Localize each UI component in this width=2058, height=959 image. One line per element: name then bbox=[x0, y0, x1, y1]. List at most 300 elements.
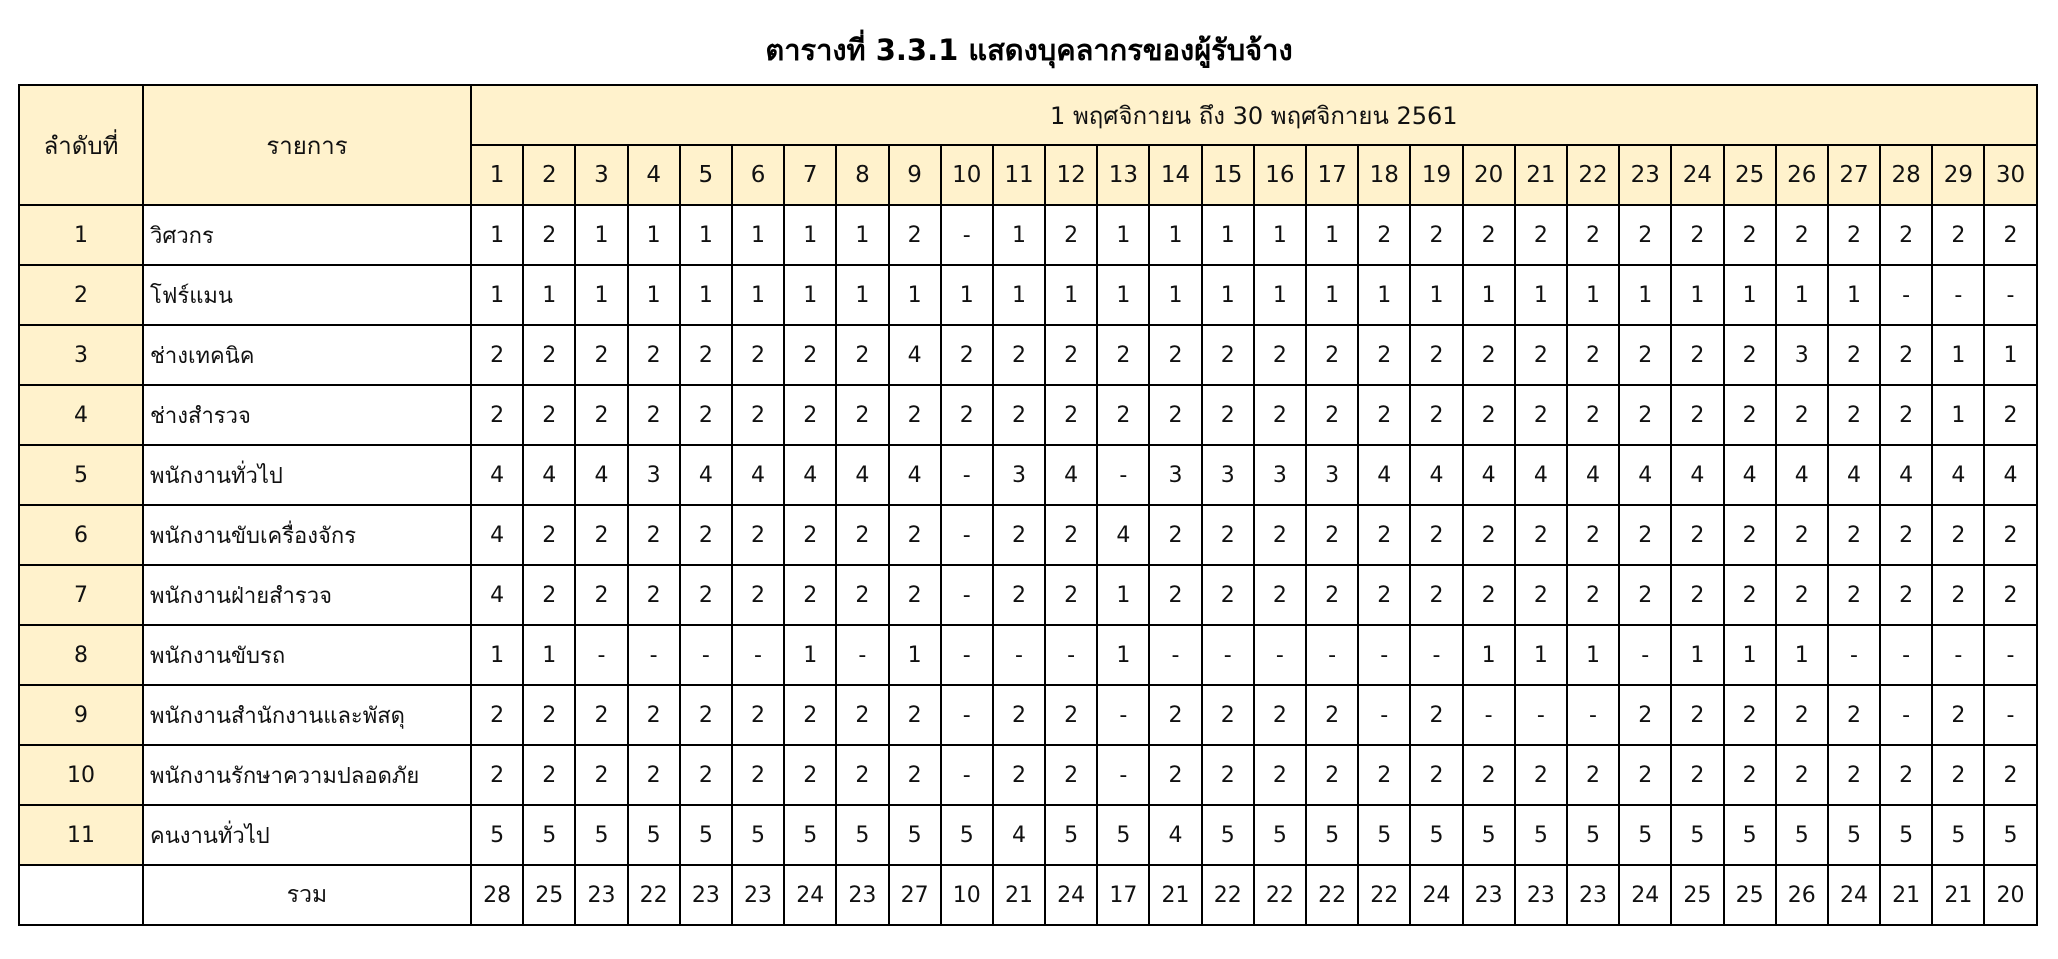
cell-value: 5 bbox=[732, 805, 784, 865]
cell-value: 2 bbox=[471, 385, 523, 445]
cell-value: 1 bbox=[889, 625, 941, 685]
cell-value: 2 bbox=[1567, 505, 1619, 565]
cell-value: 2 bbox=[680, 745, 732, 805]
cell-value: 2 bbox=[1358, 745, 1410, 805]
cell-value: - bbox=[993, 625, 1045, 685]
day-header-2: 2 bbox=[523, 145, 575, 205]
cell-value: 1 bbox=[1254, 205, 1306, 265]
cell-value: 2 bbox=[1149, 745, 1201, 805]
cell-value: 3 bbox=[1149, 445, 1201, 505]
cell-value: 3 bbox=[993, 445, 1045, 505]
cell-value: 2 bbox=[1984, 205, 2036, 265]
cell-value: - bbox=[941, 625, 993, 685]
cell-value: 2 bbox=[1358, 565, 1410, 625]
cell-value: 1 bbox=[1149, 265, 1201, 325]
total-value: 22 bbox=[628, 865, 680, 925]
cell-value: 2 bbox=[628, 325, 680, 385]
row-number: 4 bbox=[19, 385, 143, 445]
total-value: 23 bbox=[1567, 865, 1619, 925]
table-row bbox=[19, 505, 2037, 565]
cell-value: 2 bbox=[1463, 505, 1515, 565]
cell-value: 2 bbox=[784, 325, 836, 385]
cell-value: 2 bbox=[575, 745, 627, 805]
cell-value: 1 bbox=[732, 205, 784, 265]
total-value: 24 bbox=[1410, 865, 1462, 925]
row-item: ช่างสำรวจ bbox=[143, 385, 471, 445]
cell-value: 1 bbox=[1515, 265, 1567, 325]
day-header-28: 28 bbox=[1880, 145, 1932, 205]
day-header-30: 30 bbox=[1984, 145, 2036, 205]
cell-value: - bbox=[836, 625, 888, 685]
cell-value: 1 bbox=[680, 205, 732, 265]
cell-value: - bbox=[680, 625, 732, 685]
row-number: 9 bbox=[19, 685, 143, 745]
cell-value: 4 bbox=[1776, 445, 1828, 505]
cell-value: 5 bbox=[1306, 805, 1358, 865]
row-item: พนักงานฝ่ายสำรวจ bbox=[143, 565, 471, 625]
cell-value: 2 bbox=[784, 745, 836, 805]
cell-value: 4 bbox=[575, 445, 627, 505]
row-item: ช่างเทคนิค bbox=[143, 325, 471, 385]
cell-value: 2 bbox=[836, 505, 888, 565]
cell-value: 2 bbox=[1306, 745, 1358, 805]
cell-value: 5 bbox=[889, 805, 941, 865]
cell-value: - bbox=[1045, 625, 1097, 685]
cell-value: 1 bbox=[471, 625, 523, 685]
cell-value: 1 bbox=[1306, 265, 1358, 325]
cell-value: 2 bbox=[523, 385, 575, 445]
day-header-16: 16 bbox=[1254, 145, 1306, 205]
cell-value: 2 bbox=[889, 685, 941, 745]
cell-value: 1 bbox=[1932, 325, 1984, 385]
cell-value: 2 bbox=[1463, 565, 1515, 625]
total-value: 21 bbox=[1149, 865, 1201, 925]
cell-value: - bbox=[1463, 685, 1515, 745]
cell-value: 2 bbox=[1880, 205, 1932, 265]
cell-value: 5 bbox=[1932, 805, 1984, 865]
cell-value: 5 bbox=[628, 805, 680, 865]
cell-value: 2 bbox=[1410, 685, 1462, 745]
cell-value: 2 bbox=[680, 325, 732, 385]
cell-value: 2 bbox=[993, 505, 1045, 565]
total-value: 21 bbox=[993, 865, 1045, 925]
table-row bbox=[19, 385, 2037, 445]
cell-value: 2 bbox=[1202, 565, 1254, 625]
total-value: 23 bbox=[680, 865, 732, 925]
cell-value: 2 bbox=[1202, 385, 1254, 445]
cell-value: 1 bbox=[1776, 625, 1828, 685]
cell-value: 1 bbox=[889, 265, 941, 325]
cell-value: - bbox=[1410, 625, 1462, 685]
cell-value: 1 bbox=[1671, 625, 1723, 685]
cell-value: 2 bbox=[1776, 565, 1828, 625]
total-value: 25 bbox=[523, 865, 575, 925]
cell-value: 2 bbox=[784, 505, 836, 565]
cell-value: 2 bbox=[1045, 385, 1097, 445]
cell-value: 2 bbox=[1410, 745, 1462, 805]
day-header-14: 14 bbox=[1149, 145, 1201, 205]
row-item: วิศวกร bbox=[143, 205, 471, 265]
cell-value: 1 bbox=[1724, 625, 1776, 685]
cell-value: 2 bbox=[1671, 505, 1723, 565]
cell-value: 2 bbox=[1619, 565, 1671, 625]
day-header-15: 15 bbox=[1202, 145, 1254, 205]
cell-value: 2 bbox=[1724, 505, 1776, 565]
cell-value: 2 bbox=[1463, 205, 1515, 265]
cell-value: 1 bbox=[784, 265, 836, 325]
cell-value: 2 bbox=[1619, 505, 1671, 565]
cell-value: - bbox=[1932, 625, 1984, 685]
row-number: 10 bbox=[19, 745, 143, 805]
cell-value: - bbox=[1149, 625, 1201, 685]
cell-value: 2 bbox=[889, 745, 941, 805]
cell-value: 2 bbox=[1724, 565, 1776, 625]
cell-value: 5 bbox=[1880, 805, 1932, 865]
cell-value: 5 bbox=[1515, 805, 1567, 865]
cell-value: 2 bbox=[628, 685, 680, 745]
cell-value: 5 bbox=[523, 805, 575, 865]
cell-value: 2 bbox=[1880, 565, 1932, 625]
cell-value: 4 bbox=[1619, 445, 1671, 505]
cell-value: 1 bbox=[1306, 205, 1358, 265]
cell-value: 2 bbox=[1410, 325, 1462, 385]
day-header-9: 9 bbox=[889, 145, 941, 205]
row-number: 8 bbox=[19, 625, 143, 685]
cell-value: - bbox=[1984, 685, 2036, 745]
cell-value: 2 bbox=[1828, 505, 1880, 565]
cell-value: 1 bbox=[523, 625, 575, 685]
total-value: 25 bbox=[1671, 865, 1723, 925]
cell-value: 2 bbox=[1358, 325, 1410, 385]
cell-value: - bbox=[575, 625, 627, 685]
table-row bbox=[19, 685, 2037, 745]
cell-value: 2 bbox=[1724, 385, 1776, 445]
cell-value: 2 bbox=[1254, 685, 1306, 745]
cell-value: 5 bbox=[784, 805, 836, 865]
day-header-4: 4 bbox=[628, 145, 680, 205]
day-header-8: 8 bbox=[836, 145, 888, 205]
row-item: คนงานทั่วไป bbox=[143, 805, 471, 865]
day-header-17: 17 bbox=[1306, 145, 1358, 205]
cell-value: 5 bbox=[1410, 805, 1462, 865]
cell-value: - bbox=[941, 565, 993, 625]
cell-value: 2 bbox=[836, 325, 888, 385]
cell-value: - bbox=[1932, 265, 1984, 325]
cell-value: - bbox=[1097, 745, 1149, 805]
cell-value: 2 bbox=[1619, 385, 1671, 445]
cell-value: 4 bbox=[1984, 445, 2036, 505]
cell-value: - bbox=[1984, 265, 2036, 325]
cell-value: 5 bbox=[1724, 805, 1776, 865]
cell-value: 2 bbox=[1567, 325, 1619, 385]
cell-value: 2 bbox=[732, 325, 784, 385]
row-item: พนักงานทั่วไป bbox=[143, 445, 471, 505]
cell-value: 2 bbox=[732, 505, 784, 565]
row-number: 2 bbox=[19, 265, 143, 325]
cell-value: 2 bbox=[1984, 505, 2036, 565]
cell-value: - bbox=[1254, 625, 1306, 685]
cell-value: 1 bbox=[1149, 205, 1201, 265]
cell-value: - bbox=[1984, 625, 2036, 685]
table-row bbox=[19, 565, 2037, 625]
cell-value: 1 bbox=[1463, 265, 1515, 325]
cell-value: 2 bbox=[575, 385, 627, 445]
cell-value: 1 bbox=[1254, 265, 1306, 325]
cell-value: 2 bbox=[1671, 745, 1723, 805]
cell-value: 2 bbox=[575, 565, 627, 625]
cell-value: 2 bbox=[1828, 385, 1880, 445]
total-value: 27 bbox=[889, 865, 941, 925]
day-header-26: 26 bbox=[1776, 145, 1828, 205]
cell-value: - bbox=[628, 625, 680, 685]
cell-value: - bbox=[941, 505, 993, 565]
cell-value: 2 bbox=[1045, 205, 1097, 265]
cell-value: - bbox=[1097, 445, 1149, 505]
cell-value: 5 bbox=[836, 805, 888, 865]
cell-value: 2 bbox=[1463, 325, 1515, 385]
cell-value: 1 bbox=[1097, 565, 1149, 625]
header-period: 1 พฤศจิกายน ถึง 30 พฤศจิกายน 2561 bbox=[471, 85, 2037, 145]
cell-value: 2 bbox=[471, 325, 523, 385]
cell-value: 1 bbox=[628, 205, 680, 265]
cell-value: 2 bbox=[1515, 385, 1567, 445]
cell-value: 2 bbox=[1567, 205, 1619, 265]
cell-value: 1 bbox=[993, 205, 1045, 265]
cell-value: 2 bbox=[1619, 685, 1671, 745]
day-header-10: 10 bbox=[941, 145, 993, 205]
cell-value: 2 bbox=[1984, 745, 2036, 805]
cell-value: 2 bbox=[993, 325, 1045, 385]
cell-value: 1 bbox=[471, 265, 523, 325]
cell-value: 2 bbox=[680, 685, 732, 745]
total-value: 23 bbox=[575, 865, 627, 925]
cell-value: 2 bbox=[523, 205, 575, 265]
cell-value: 2 bbox=[1202, 325, 1254, 385]
cell-value: 5 bbox=[1254, 805, 1306, 865]
cell-value: 5 bbox=[1358, 805, 1410, 865]
cell-value: 2 bbox=[993, 685, 1045, 745]
cell-value: 4 bbox=[1149, 805, 1201, 865]
cell-value: 2 bbox=[1202, 745, 1254, 805]
cell-value: 5 bbox=[1984, 805, 2036, 865]
day-header-29: 29 bbox=[1932, 145, 1984, 205]
cell-value: 2 bbox=[1306, 565, 1358, 625]
cell-value: 1 bbox=[680, 265, 732, 325]
total-value: 22 bbox=[1202, 865, 1254, 925]
cell-value: 2 bbox=[1567, 385, 1619, 445]
cell-value: 1 bbox=[575, 205, 627, 265]
table-row bbox=[19, 325, 2037, 385]
cell-value: 4 bbox=[471, 445, 523, 505]
total-value: 22 bbox=[1254, 865, 1306, 925]
day-header-5: 5 bbox=[680, 145, 732, 205]
total-value: 23 bbox=[1515, 865, 1567, 925]
cell-value: 2 bbox=[836, 685, 888, 745]
cell-value: 2 bbox=[1567, 565, 1619, 625]
cell-value: 2 bbox=[575, 325, 627, 385]
cell-value: 2 bbox=[680, 385, 732, 445]
day-header-23: 23 bbox=[1619, 145, 1671, 205]
cell-value: 2 bbox=[1828, 745, 1880, 805]
cell-value: 2 bbox=[1724, 205, 1776, 265]
cell-value: 2 bbox=[523, 565, 575, 625]
cell-value: 5 bbox=[1619, 805, 1671, 865]
cell-value: 2 bbox=[680, 565, 732, 625]
cell-value: 2 bbox=[1671, 205, 1723, 265]
cell-value: 1 bbox=[1097, 265, 1149, 325]
cell-value: 5 bbox=[1097, 805, 1149, 865]
cell-value: 1 bbox=[1567, 265, 1619, 325]
cell-value: 2 bbox=[523, 505, 575, 565]
cell-value: - bbox=[1880, 265, 1932, 325]
cell-value: 2 bbox=[1619, 205, 1671, 265]
cell-value: 2 bbox=[889, 565, 941, 625]
cell-value: 2 bbox=[1776, 745, 1828, 805]
cell-value: 2 bbox=[784, 565, 836, 625]
cell-value: 2 bbox=[993, 385, 1045, 445]
total-row bbox=[19, 865, 2037, 925]
cell-value: 2 bbox=[1149, 685, 1201, 745]
cell-value: 2 bbox=[1358, 505, 1410, 565]
cell-value: 5 bbox=[680, 805, 732, 865]
cell-value: 4 bbox=[1410, 445, 1462, 505]
cell-value: 2 bbox=[1932, 505, 1984, 565]
row-number: 1 bbox=[19, 205, 143, 265]
cell-value: 1 bbox=[1828, 265, 1880, 325]
cell-value: 2 bbox=[1932, 685, 1984, 745]
cell-value: 2 bbox=[1724, 745, 1776, 805]
cell-value: 2 bbox=[1254, 385, 1306, 445]
cell-value: 5 bbox=[1828, 805, 1880, 865]
cell-value: 1 bbox=[1776, 265, 1828, 325]
cell-value: 2 bbox=[836, 385, 888, 445]
cell-value: 2 bbox=[732, 685, 784, 745]
header-no: ลำดับที่ bbox=[19, 85, 143, 205]
cell-value: 2 bbox=[1045, 505, 1097, 565]
total-value: 22 bbox=[1306, 865, 1358, 925]
cell-value: 2 bbox=[1202, 685, 1254, 745]
cell-value: 4 bbox=[784, 445, 836, 505]
cell-value: 2 bbox=[1045, 745, 1097, 805]
cell-value: 4 bbox=[1045, 445, 1097, 505]
cell-value: 1 bbox=[941, 265, 993, 325]
cell-value: 4 bbox=[836, 445, 888, 505]
cell-value: 1 bbox=[1463, 625, 1515, 685]
table-title: ตารางที่ 3.3.1 แสดงบุคลากรของผู้รับจ้าง bbox=[765, 33, 1293, 67]
cell-value: - bbox=[1567, 685, 1619, 745]
cell-value: - bbox=[1515, 685, 1567, 745]
day-header-1: 1 bbox=[471, 145, 523, 205]
cell-value: 4 bbox=[1097, 505, 1149, 565]
cell-value: 2 bbox=[836, 745, 888, 805]
cell-value: 2 bbox=[784, 385, 836, 445]
cell-value: 2 bbox=[1515, 565, 1567, 625]
cell-value: - bbox=[1358, 685, 1410, 745]
cell-value: 4 bbox=[1671, 445, 1723, 505]
cell-value: 1 bbox=[575, 265, 627, 325]
cell-value: 2 bbox=[1410, 565, 1462, 625]
cell-value: 5 bbox=[1567, 805, 1619, 865]
day-header-6: 6 bbox=[732, 145, 784, 205]
cell-value: 1 bbox=[1202, 265, 1254, 325]
cell-value: 2 bbox=[1619, 745, 1671, 805]
cell-value: 2 bbox=[1776, 385, 1828, 445]
cell-value: 1 bbox=[1619, 265, 1671, 325]
day-header-7: 7 bbox=[784, 145, 836, 205]
total-value: 28 bbox=[471, 865, 523, 925]
day-header-18: 18 bbox=[1358, 145, 1410, 205]
cell-value: 2 bbox=[1724, 685, 1776, 745]
cell-value: - bbox=[1880, 685, 1932, 745]
cell-value: - bbox=[1828, 625, 1880, 685]
cell-value: 2 bbox=[1880, 325, 1932, 385]
cell-value: - bbox=[1097, 685, 1149, 745]
cell-value: 2 bbox=[1671, 685, 1723, 745]
cell-value: 3 bbox=[1254, 445, 1306, 505]
cell-value: 1 bbox=[1984, 325, 2036, 385]
cell-value: 2 bbox=[1515, 205, 1567, 265]
cell-value: 2 bbox=[1984, 565, 2036, 625]
cell-value: 2 bbox=[1515, 745, 1567, 805]
cell-value: 4 bbox=[732, 445, 784, 505]
cell-value: 4 bbox=[1880, 445, 1932, 505]
cell-value: 4 bbox=[471, 565, 523, 625]
cell-value: 2 bbox=[1254, 565, 1306, 625]
total-value: 23 bbox=[1463, 865, 1515, 925]
day-header-3: 3 bbox=[575, 145, 627, 205]
day-header-20: 20 bbox=[1463, 145, 1515, 205]
cell-value: 2 bbox=[1776, 505, 1828, 565]
row-number: 7 bbox=[19, 565, 143, 625]
cell-value: 1 bbox=[1567, 625, 1619, 685]
cell-value: 2 bbox=[732, 745, 784, 805]
cell-value: 1 bbox=[836, 205, 888, 265]
cell-value: 1 bbox=[732, 265, 784, 325]
cell-value: 2 bbox=[1880, 385, 1932, 445]
cell-value: 2 bbox=[1880, 745, 1932, 805]
row-number: 5 bbox=[19, 445, 143, 505]
cell-value: 2 bbox=[1463, 745, 1515, 805]
cell-value: 3 bbox=[628, 445, 680, 505]
cell-value: 2 bbox=[1671, 385, 1723, 445]
cell-value: 1 bbox=[628, 265, 680, 325]
cell-value: - bbox=[1202, 625, 1254, 685]
cell-value: 3 bbox=[1306, 445, 1358, 505]
cell-value: 2 bbox=[1515, 505, 1567, 565]
cell-value: 4 bbox=[1515, 445, 1567, 505]
cell-value: 2 bbox=[1567, 745, 1619, 805]
cell-value: 2 bbox=[1619, 325, 1671, 385]
total-value: 10 bbox=[941, 865, 993, 925]
cell-value: 2 bbox=[575, 505, 627, 565]
cell-value: 1 bbox=[1515, 625, 1567, 685]
cell-value: 2 bbox=[1410, 205, 1462, 265]
cell-value: 1 bbox=[1358, 265, 1410, 325]
day-header-21: 21 bbox=[1515, 145, 1567, 205]
cell-value: 2 bbox=[1358, 385, 1410, 445]
cell-value: 1 bbox=[1097, 205, 1149, 265]
total-value: 25 bbox=[1724, 865, 1776, 925]
personnel-table bbox=[18, 84, 2038, 926]
cell-value: 5 bbox=[575, 805, 627, 865]
table-row bbox=[19, 625, 2037, 685]
cell-value: 1 bbox=[1097, 625, 1149, 685]
cell-value: 3 bbox=[1776, 325, 1828, 385]
total-value: 26 bbox=[1776, 865, 1828, 925]
cell-value: 2 bbox=[1932, 205, 1984, 265]
cell-value: 4 bbox=[680, 445, 732, 505]
cell-value: 2 bbox=[1254, 505, 1306, 565]
